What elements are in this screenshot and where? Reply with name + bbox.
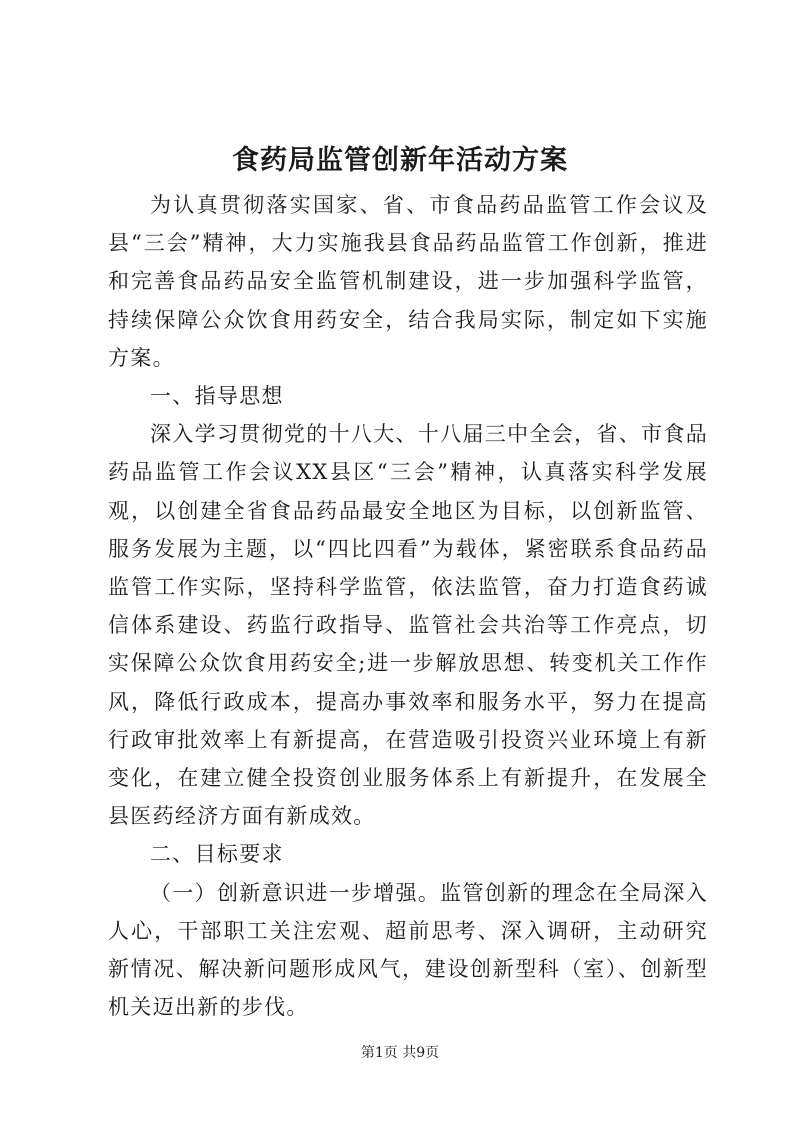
document-title: 食药局监管创新年活动方案 bbox=[232, 145, 568, 176]
section-heading-goals: 二、目标要求 bbox=[150, 842, 284, 867]
section-heading-guiding-ideology: 一、指导思想 bbox=[150, 384, 284, 409]
intro-paragraph: 为认真贯彻落实国家、省、市食品药品监管工作会议及县“三会”精神，大力实施我县食品药品监管工作创新，推进和完善食品药品安全监管机制建设，进一步加强科学监管，持续保障公众饮食用药安全，结合我局实际，制定如下实施方案。 bbox=[108, 193, 708, 370]
page-number-footer: 第1页 共9页 bbox=[360, 1045, 440, 1061]
document-body bbox=[108, 186, 708, 1026]
guiding-ideology-paragraph: 深入学习贯彻党的十八大、十八届三中全会，省、市食品药品监管工作会议XX县区“三会”精神，认真落实科学发展观，以创建全省食品药品最安全地区为目标，以创新监管、服务发展为主题，以“四比四看”为载体，紧密联系食品药品监管工作实际，坚持科学监管，依法监管，奋力打造食药诚信体系建设、药监行政指导、监管社会共治等工作亮点，切实保障公众饮食用药安全;进一步解放思想、转变机关工作作风，降低行政成本，提高办事效率和服务水平，努力在提高行政审批效率上有新提高，在营造吸引投资兴业环境上有新变化，在建立健全投资创业服务体系上有新提升，在发展全县医药经济方面有新成效。 bbox=[108, 422, 708, 829]
goals-item-1-paragraph: （一）创新意识进一步增强。监管创新的理念在全局深入人心，干部职工关注宏观、超前思考、深入调研，主动研究新情况、解决新问题形成风气，建设创新型科（室）、创新型机关迈出新的步伐。 bbox=[108, 880, 708, 1020]
